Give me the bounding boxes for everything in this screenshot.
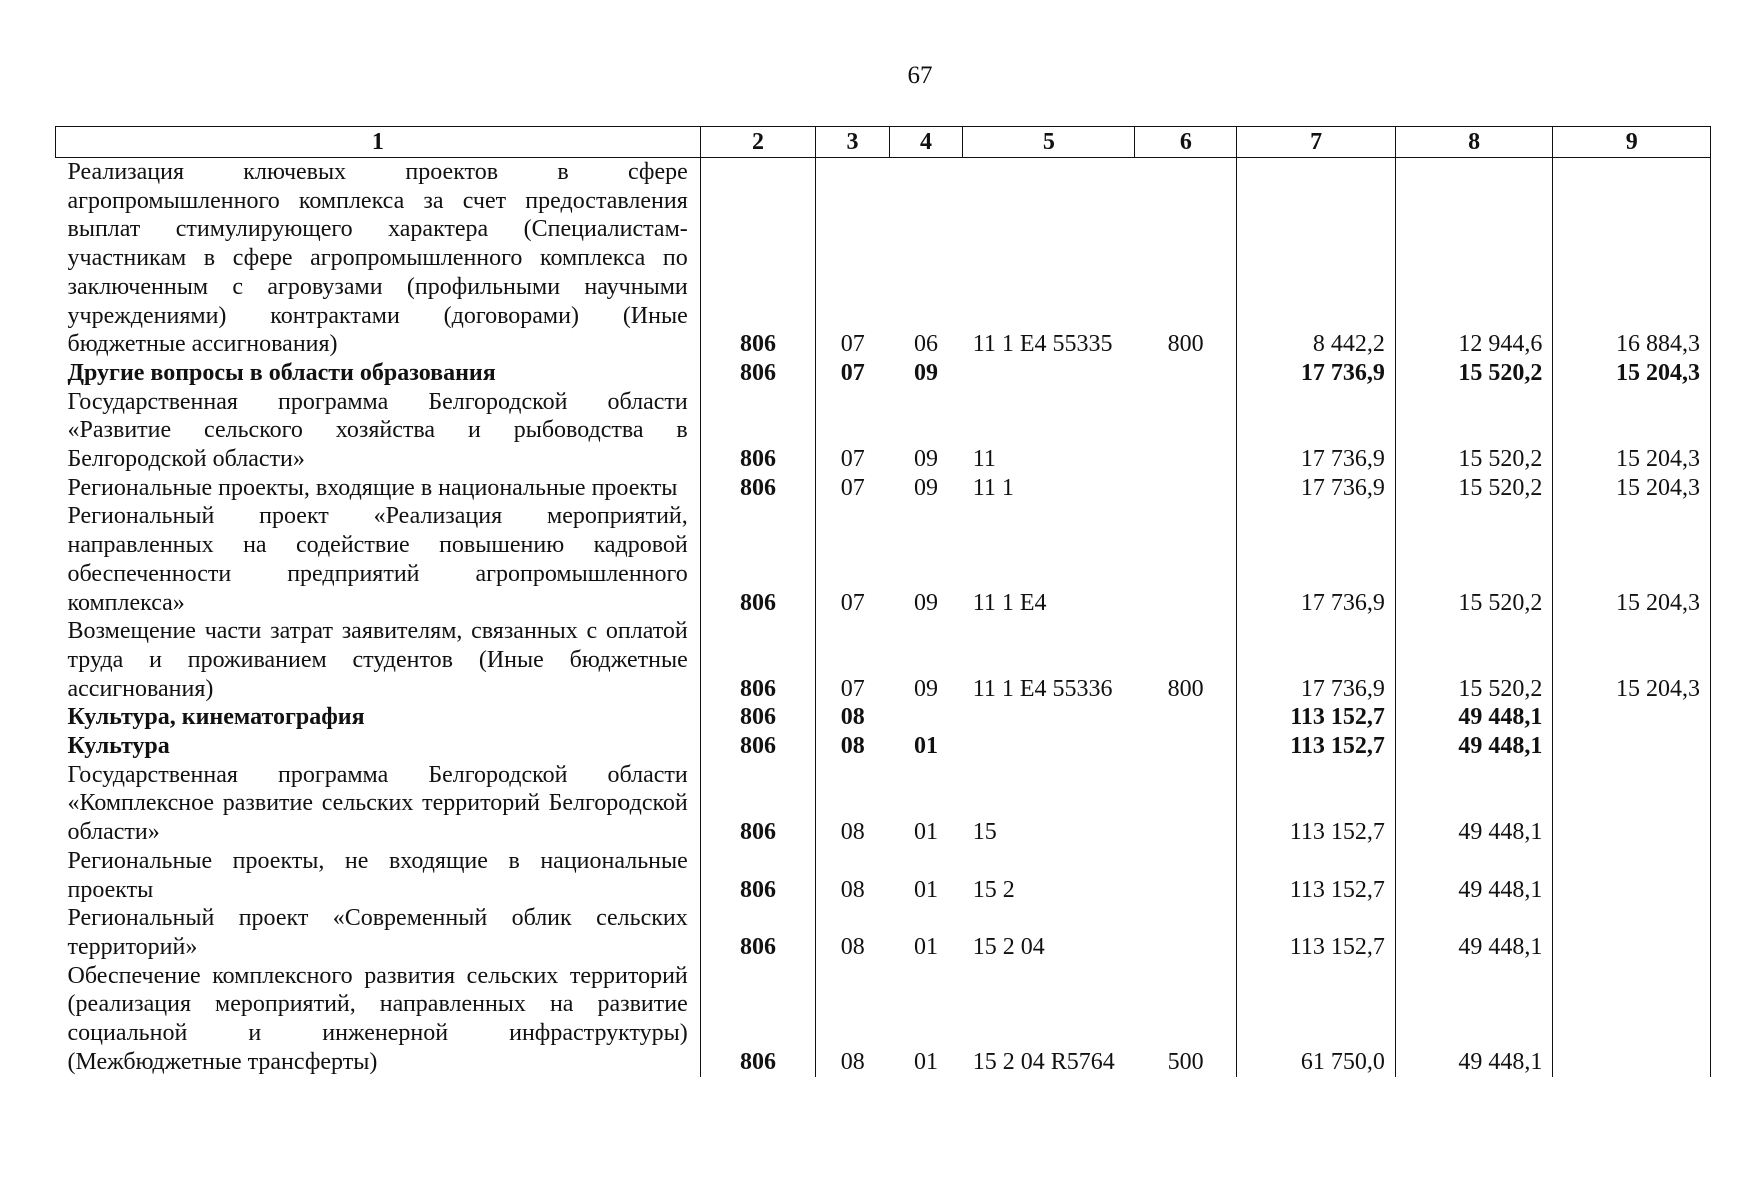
header-col-7: 7 bbox=[1237, 127, 1396, 158]
row-name-cell: Региональные проекты, входящие в национальные проекты bbox=[67, 474, 678, 501]
row-amount-col7-cell: 61 750,0 bbox=[1237, 962, 1396, 1077]
row-amount-col7-cell: 113 152,7 bbox=[1237, 904, 1396, 961]
header-col-1: 1 bbox=[56, 127, 701, 158]
row-amount-col9-cell: 15 204,3 bbox=[1553, 359, 1711, 388]
row-section-cell: 08 bbox=[816, 847, 890, 904]
row-target-article-cell: 11 1 E4 bbox=[972, 589, 1047, 616]
budget-table bbox=[55, 126, 1711, 1077]
row-amount-col9-cell bbox=[1553, 732, 1711, 761]
row-section-cell: 07 bbox=[816, 359, 890, 388]
row-amount-col9-cell: 15 204,3 bbox=[1553, 388, 1711, 474]
row-section-cell: 07 bbox=[816, 502, 890, 617]
row-expense-type-cell bbox=[1135, 502, 1237, 617]
row-section-cell: 08 bbox=[816, 732, 890, 761]
page-number: 67 bbox=[907, 62, 933, 89]
row-amount-col8-cell: 49 448,1 bbox=[1395, 904, 1553, 961]
row-target-article-cell: 15 2 bbox=[972, 876, 1015, 903]
row-subsection-cell: 09 bbox=[914, 589, 939, 616]
row-amount-col7-cell: 113 152,7 bbox=[1237, 761, 1396, 847]
row-target-article-cell: 11 bbox=[972, 446, 996, 473]
table-row bbox=[56, 502, 1711, 617]
row-target-article-cell: 11 1 E4 55336 bbox=[972, 675, 1113, 702]
table-row bbox=[56, 904, 1711, 961]
budget-table-container bbox=[55, 126, 1711, 1077]
row-expense-type-cell bbox=[1135, 474, 1237, 503]
row-target-article-cell bbox=[963, 703, 1135, 732]
row-amount-col8-cell: 49 448,1 bbox=[1395, 847, 1553, 904]
row-target-article-cell bbox=[963, 732, 1135, 761]
row-amount-col9-cell bbox=[1553, 761, 1711, 847]
row-grbs-cell: 806 bbox=[700, 904, 816, 961]
row-expense-type-cell bbox=[1135, 703, 1237, 732]
row-name-cell: Региональный проект «Современный облик сельских территорий» bbox=[67, 905, 688, 960]
row-amount-col8-cell: 49 448,1 bbox=[1395, 703, 1553, 732]
row-grbs-cell: 806 bbox=[700, 703, 816, 732]
table-row bbox=[56, 158, 1711, 359]
row-name-cell: Региональный проект «Реализация мероприятий, направленных на содействие повышению кадровой обеспеченности предприятий агропромышленного комплекса» bbox=[67, 503, 688, 616]
row-subsection-cell: 01 bbox=[914, 1048, 939, 1075]
table-row bbox=[56, 962, 1711, 1077]
row-subsection-cell: 06 bbox=[914, 331, 939, 358]
row-target-article-cell: 11 1 E4 55335 bbox=[972, 331, 1113, 358]
table-row bbox=[56, 359, 1711, 388]
row-amount-col8-cell: 15 520,2 bbox=[1395, 359, 1553, 388]
header-col-2: 2 bbox=[700, 127, 816, 158]
row-amount-col7-cell: 113 152,7 bbox=[1237, 703, 1396, 732]
row-amount-col9-cell: 15 204,3 bbox=[1553, 474, 1711, 503]
row-target-article-cell: 15 bbox=[972, 819, 997, 846]
table-row bbox=[56, 474, 1711, 503]
row-expense-type-cell: 800 bbox=[1167, 331, 1204, 358]
header-col-9: 9 bbox=[1553, 127, 1711, 158]
row-section-cell: 07 bbox=[816, 388, 890, 474]
row-name-cell: Культура bbox=[67, 733, 170, 760]
row-amount-col8-cell: 15 520,2 bbox=[1395, 388, 1553, 474]
row-expense-type-cell: 800 bbox=[1167, 675, 1204, 702]
header-col-6: 6 bbox=[1135, 127, 1237, 158]
row-expense-type-cell bbox=[1135, 904, 1237, 961]
row-expense-type-cell: 500 bbox=[1167, 1048, 1204, 1075]
row-amount-col9-cell bbox=[1553, 904, 1711, 961]
table-row bbox=[56, 388, 1711, 474]
row-name-cell: Культура, кинематография bbox=[67, 704, 365, 731]
row-subsection-cell: 09 bbox=[914, 359, 939, 386]
row-name-cell: Другие вопросы в области образования bbox=[67, 359, 496, 386]
row-subsection-cell: 01 bbox=[914, 733, 939, 760]
header-col-4: 4 bbox=[889, 127, 963, 158]
row-section-cell: 07 bbox=[816, 158, 890, 359]
row-grbs-cell: 806 bbox=[700, 847, 816, 904]
row-grbs-cell: 806 bbox=[700, 474, 816, 503]
row-expense-type-cell bbox=[1135, 761, 1237, 847]
row-amount-col7-cell: 8 442,2 bbox=[1237, 158, 1396, 359]
row-amount-col8-cell: 49 448,1 bbox=[1395, 732, 1553, 761]
row-amount-col8-cell: 49 448,1 bbox=[1395, 761, 1553, 847]
row-expense-type-cell bbox=[1135, 359, 1237, 388]
row-grbs-cell: 806 bbox=[700, 962, 816, 1077]
row-section-cell: 08 bbox=[816, 703, 890, 732]
table-row bbox=[56, 617, 1711, 703]
row-subsection-cell: 01 bbox=[914, 933, 939, 960]
header-col-3: 3 bbox=[816, 127, 890, 158]
row-amount-col9-cell bbox=[1553, 962, 1711, 1077]
row-section-cell: 07 bbox=[816, 474, 890, 503]
row-grbs-cell: 806 bbox=[700, 158, 816, 359]
row-name-cell: Возмещение части затрат заявителям, связанных с оплатой труда и проживанием студентов (Иные бюджетные ассигнования) bbox=[67, 618, 688, 702]
row-amount-col9-cell: 16 884,3 bbox=[1553, 158, 1711, 359]
row-subsection-cell bbox=[889, 703, 963, 732]
header-col-8: 8 bbox=[1395, 127, 1553, 158]
row-subsection-cell: 09 bbox=[914, 474, 939, 501]
row-amount-col7-cell: 17 736,9 bbox=[1237, 474, 1396, 503]
table-row bbox=[56, 732, 1711, 761]
table-row bbox=[56, 703, 1711, 732]
row-target-article-cell: 15 2 04 R5764 bbox=[972, 1048, 1115, 1075]
row-amount-col9-cell: 15 204,3 bbox=[1553, 502, 1711, 617]
row-subsection-cell: 01 bbox=[914, 876, 939, 903]
row-amount-col9-cell bbox=[1553, 703, 1711, 732]
header-col-5: 5 bbox=[963, 127, 1135, 158]
row-amount-col9-cell bbox=[1553, 847, 1711, 904]
row-section-cell: 07 bbox=[816, 617, 890, 703]
table-body bbox=[56, 158, 1711, 1077]
row-subsection-cell: 01 bbox=[914, 819, 939, 846]
row-section-cell: 08 bbox=[816, 962, 890, 1077]
row-target-article-cell: 11 1 bbox=[972, 474, 1014, 501]
row-name-cell: Реализация ключевых проектов в сфере агропромышленного комплекса за счет предоставления выплат стимулирующего характера (Специалистам-участникам в сфере агропромышленного комплекса по заключенным с агровузами (профильными научными учреждениями) контрактами (договорами) (Иные бюджетные ассигнования) bbox=[67, 159, 688, 358]
row-amount-col8-cell: 15 520,2 bbox=[1395, 502, 1553, 617]
row-amount-col7-cell: 17 736,9 bbox=[1237, 359, 1396, 388]
row-grbs-cell: 806 bbox=[700, 359, 816, 388]
row-subsection-cell: 09 bbox=[914, 446, 939, 473]
row-grbs-cell: 806 bbox=[700, 388, 816, 474]
table-row bbox=[56, 761, 1711, 847]
row-amount-col8-cell: 15 520,2 bbox=[1395, 617, 1553, 703]
row-name-cell: Государственная программа Белгородской области «Развитие сельского хозяйства и рыбоводства в Белгородской области» bbox=[67, 388, 688, 473]
table-row bbox=[56, 847, 1711, 904]
row-name-cell: Региональные проекты, не входящие в национальные проекты bbox=[67, 847, 688, 903]
row-amount-col7-cell: 17 736,9 bbox=[1237, 388, 1396, 474]
row-expense-type-cell bbox=[1135, 388, 1237, 474]
row-amount-col7-cell: 17 736,9 bbox=[1237, 502, 1396, 617]
row-name-cell: Государственная программа Белгородской области «Комплексное развитие сельских территорий Белгородской области» bbox=[67, 761, 688, 846]
row-section-cell: 08 bbox=[816, 904, 890, 961]
row-grbs-cell: 806 bbox=[700, 502, 816, 617]
header-row bbox=[56, 127, 1711, 158]
row-subsection-cell: 09 bbox=[914, 675, 939, 702]
row-amount-col9-cell: 15 204,3 bbox=[1553, 617, 1711, 703]
row-amount-col8-cell: 12 944,6 bbox=[1395, 158, 1553, 359]
row-amount-col8-cell: 49 448,1 bbox=[1395, 962, 1553, 1077]
row-amount-col8-cell: 15 520,2 bbox=[1395, 474, 1553, 503]
row-amount-col7-cell: 113 152,7 bbox=[1237, 732, 1396, 761]
row-target-article-cell bbox=[963, 359, 1135, 388]
row-grbs-cell: 806 bbox=[700, 761, 816, 847]
row-grbs-cell: 806 bbox=[700, 732, 816, 761]
row-section-cell: 08 bbox=[816, 761, 890, 847]
row-amount-col7-cell: 17 736,9 bbox=[1237, 617, 1396, 703]
row-expense-type-cell bbox=[1135, 847, 1237, 904]
row-grbs-cell: 806 bbox=[700, 617, 816, 703]
row-expense-type-cell bbox=[1135, 732, 1237, 761]
row-amount-col7-cell: 113 152,7 bbox=[1237, 847, 1396, 904]
row-target-article-cell: 15 2 04 bbox=[972, 933, 1045, 960]
row-name-cell: Обеспечение комплексного развития сельских территорий (реализация мероприятий, направленных на развитие социальной и инженерной инфраструктуры) (Межбюджетные трансферты) bbox=[67, 962, 688, 1075]
